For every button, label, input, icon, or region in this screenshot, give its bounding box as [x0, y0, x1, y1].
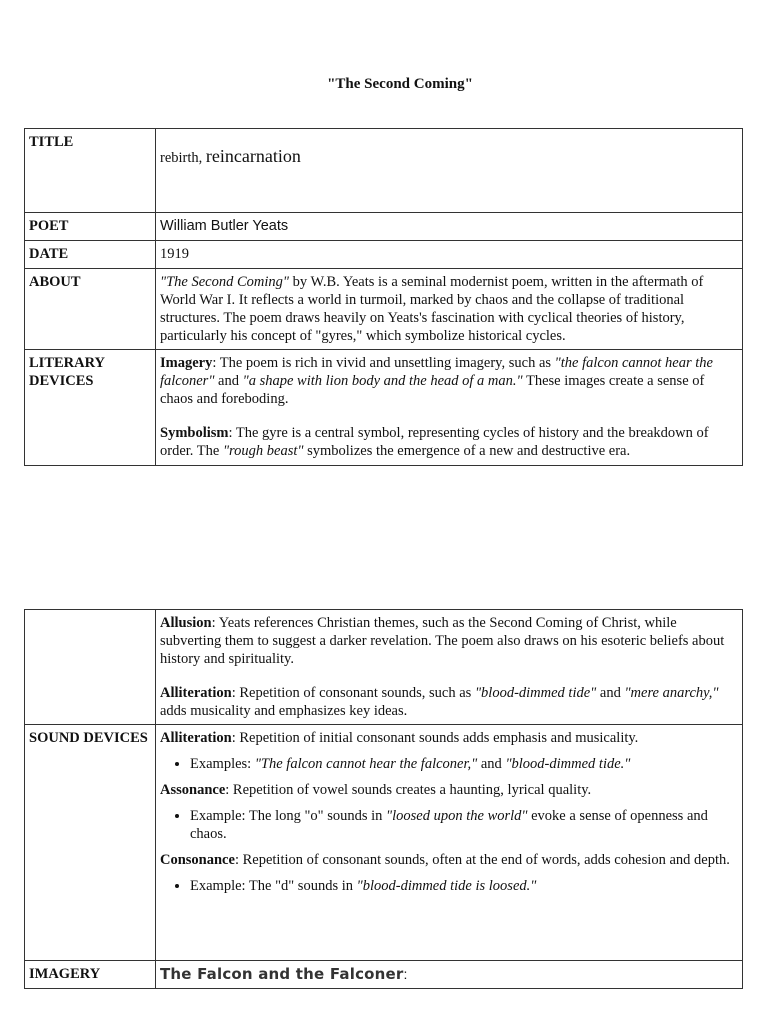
example-quote-1: "The falcon cannot hear the falconer," [254, 756, 478, 772]
about-text: by W.B. Yeats is a seminal modernist poem, written in the aftermath of World War I. It reflects a world in turmoil, marked by chaos and the collapse of traditional structures. The poem draws heavily on Yeats's fascination with cyclical theories of history, particularly his concept of "gyres," which symbolize historical cycles. [160, 274, 704, 344]
example-prefix: Examples: [190, 756, 255, 772]
table-row-about [25, 269, 743, 350]
consonance-term: Consonance [160, 852, 235, 868]
about-poem-title: "The Second Coming" [160, 274, 289, 290]
title-value-large: reincarnation [205, 146, 301, 166]
sound-alliteration-text: : Repetition of initial consonant sounds adds emphasis and musicality. [231, 730, 639, 746]
date-label: DATE [25, 241, 156, 269]
alliteration-paragraph [160, 684, 738, 720]
alliteration-text-2: and [596, 685, 625, 701]
poem-info-table [24, 128, 743, 466]
alliteration-text-3: adds musicality and emphasizes key ideas. [160, 703, 408, 719]
poet-value: William Butler Yeats [156, 213, 743, 241]
allusion-paragraph [160, 614, 738, 668]
consonance-text: : Repetition of consonant sounds, often at the end of words, adds cohesion and depth. [234, 852, 730, 868]
table-row-literary-devices [25, 350, 743, 466]
assonance-term: Assonance [160, 782, 226, 798]
symbolism-paragraph [160, 424, 738, 460]
about-value [156, 269, 743, 350]
example-quote-1: "blood-dimmed tide is loosed." [356, 878, 537, 894]
continued-value [156, 610, 743, 725]
imagery-colon: : [403, 966, 408, 982]
imagery-label: IMAGERY [25, 961, 156, 989]
example-prefix: Example: The long "o" sounds in [190, 808, 387, 824]
about-label: ABOUT [25, 269, 156, 350]
example-quote-1: "loosed upon the world" [386, 808, 528, 824]
sound-alliteration-examples [160, 755, 738, 773]
symbolism-term: Symbolism [160, 425, 229, 441]
title-label: TITLE [25, 129, 156, 213]
example-text-2: and [477, 756, 506, 772]
list-item [190, 755, 738, 773]
alliteration-term: Alliteration [160, 685, 232, 701]
assonance-examples [160, 807, 738, 843]
imagery-text-1: : The poem is rich in vivid and unsettling imagery, such as [212, 355, 555, 371]
example-quote-2: "blood-dimmed tide." [505, 756, 631, 772]
imagery-quote-1: "the falcon cannot hear the falconer" [160, 355, 713, 389]
alliteration-quote-1: "blood-dimmed tide" [474, 685, 597, 701]
table-row-continued [25, 610, 743, 725]
alliteration-quote-2: "mere anarchy," [624, 685, 719, 701]
poem-analysis-table [24, 609, 743, 989]
imagery-value [156, 961, 743, 989]
poet-label: POET [25, 213, 156, 241]
imagery-term: Imagery [160, 355, 213, 371]
table-row-date [25, 241, 743, 269]
imagery-heading: The Falcon and the Falconer [160, 965, 404, 983]
imagery-text-3: These images create a sense of chaos and foreboding. [160, 373, 705, 407]
example-text-2: evoke a sense of openness and chaos. [190, 808, 708, 842]
consonance-paragraph [160, 851, 738, 869]
sound-devices-value [156, 725, 743, 961]
continued-label [25, 610, 156, 725]
document-title: "The Second Coming" [327, 76, 473, 92]
symbolism-text-2: symbolizes the emergence of a new and destructive era. [303, 443, 631, 459]
example-prefix: Example: The "d" sounds in [190, 878, 357, 894]
assonance-text: : Repetition of vowel sounds creates a haunting, lyrical quality. [225, 782, 592, 798]
symbolism-text-1: : The gyre is a central symbol, representing cycles of history and the breakdown of order. The [160, 425, 709, 459]
sound-devices-label: SOUND DEVICES [25, 725, 156, 961]
allusion-term: Allusion [160, 615, 212, 631]
assonance-paragraph [160, 781, 738, 799]
literary-devices-value [156, 350, 743, 466]
alliteration-text-1: : Repetition of consonant sounds, such as [231, 685, 475, 701]
sound-alliteration-paragraph [160, 729, 738, 747]
list-item [190, 807, 738, 843]
table-row-title [25, 129, 743, 213]
symbolism-quote-1: "rough beast" [222, 443, 304, 459]
imagery-paragraph [160, 354, 738, 408]
title-value [156, 129, 743, 213]
imagery-quote-2: "a shape with lion body and the head of a man." [242, 373, 523, 389]
literary-devices-label: LITERARY DEVICES [25, 350, 156, 466]
imagery-text-2: and [214, 373, 243, 389]
consonance-examples [160, 877, 738, 895]
date-value: 1919 [156, 241, 743, 269]
table-row-poet [25, 213, 743, 241]
list-item [190, 877, 738, 895]
sound-alliteration-term: Alliteration [160, 730, 232, 746]
title-value-small: rebirth, [160, 150, 206, 166]
table-row-sound-devices [25, 725, 743, 961]
table-row-imagery [25, 961, 743, 989]
allusion-text: : Yeats references Christian themes, such as the Second Coming of Christ, while subverting them to suggest a darker revelation. The poem also draws on his esoteric beliefs about history and spirituality. [160, 615, 725, 667]
